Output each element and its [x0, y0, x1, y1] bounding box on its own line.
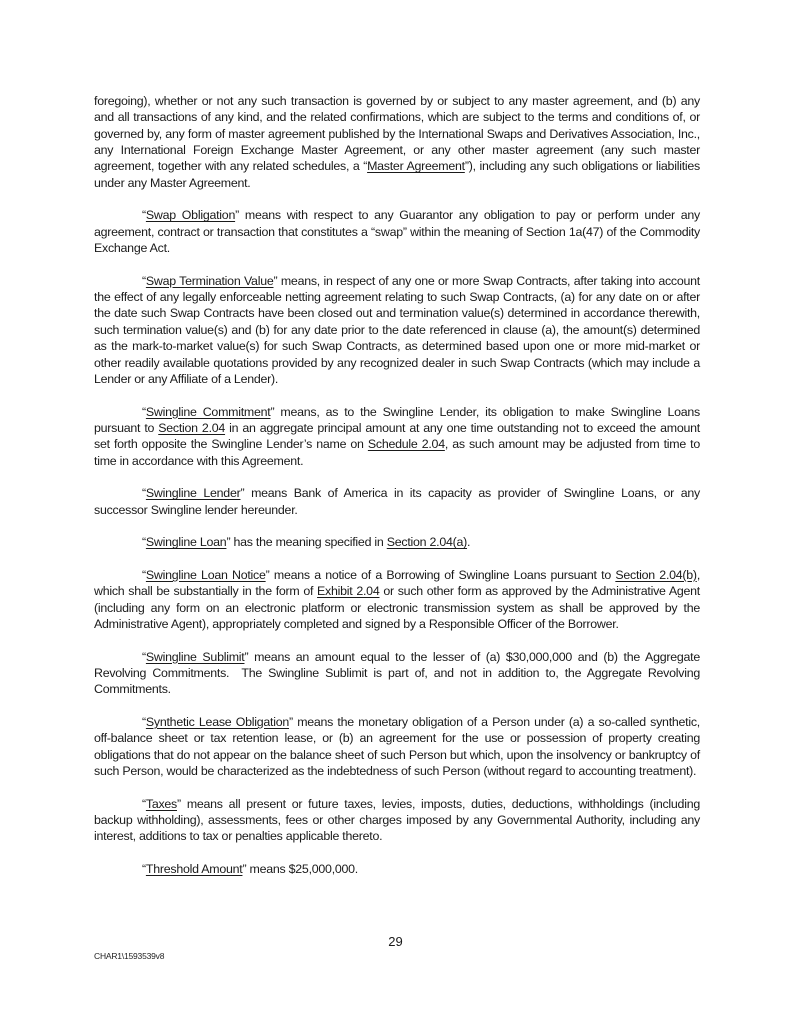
defined-term: Synthetic Lease Obligation — [145, 715, 290, 730]
exhibit-reference: Exhibit 2.04 — [317, 584, 380, 599]
definition-text: ” means an amount equal to the lesser of (a) $30,000,000 and (b) the Aggregate Revolving Commitments. The Swingline Sublimit is part of, and not in addition to, the Aggregate Revolving Commitments. — [94, 649, 704, 697]
definition-text: or such other form as approved by the Administrative Agent (including any form on an electronic platform or electronic transmission system as shall be approved by the Administrative Agent), appropriately completed and signed by a Responsible Officer of the Borrower. — [94, 584, 701, 631]
paragraph-master-agreement-continuation — [94, 93, 700, 191]
open-quote: “ — [142, 404, 146, 419]
definition-swingline-sublimit — [94, 649, 704, 698]
text: ”), including any such obligations or liabilities under any Master Agreement. — [94, 159, 700, 190]
defined-term: Swingline Loan — [145, 535, 227, 550]
definition-text: , as such amount may be adjusted from time to time in accordance with this Agreement. — [94, 437, 701, 468]
section-reference: Section 2.04(a) — [386, 535, 468, 550]
definition-text: ” means, as to the Swingline Lender, its obligation to make Swingline Loans pursuant to — [94, 404, 700, 435]
section-reference: Section 2.04(b) — [615, 567, 697, 582]
document-id: CHAR1\1593539v8 — [94, 951, 165, 961]
definition-swap-termination-value — [94, 273, 700, 387]
definition-text: ” means a notice of a Borrowing of Swingline Loans pursuant to — [265, 567, 616, 582]
open-quote: “ — [142, 796, 146, 811]
open-quote: “ — [142, 535, 146, 550]
definition-text: . — [467, 535, 471, 550]
definition-swap-obligation — [94, 207, 700, 256]
definition-swingline-lender — [94, 485, 700, 518]
definition-text: ” means with respect to any Guarantor any obligation to pay or perform under any agreement, contract or transaction that constitutes a “swap” within the meaning of Section 1a(47) of the Commodity Exchange Act. — [94, 208, 700, 256]
open-quote: “ — [142, 862, 146, 877]
definition-threshold-amount — [94, 861, 700, 877]
definition-text: in an aggregate principal amount at any one time outstanding not to exceed the amount set forth opposite the Swingline Lender’s name on — [94, 420, 700, 452]
defined-term: Swingline Sublimit — [145, 649, 245, 664]
open-quote: “ — [142, 273, 146, 288]
document-body — [94, 93, 704, 894]
open-quote: “ — [142, 715, 146, 730]
definition-swingline-commitment — [94, 404, 700, 469]
open-quote: “ — [142, 649, 146, 664]
definition-text: ” means all present or future taxes, levies, imposts, duties, deductions, withholdings (including backup withholding), assessments, fees or other charges imposed by any Governmental Authority, including any interest, additions to tax or penalties applicable thereto. — [94, 796, 700, 844]
defined-term: Taxes — [145, 796, 178, 811]
defined-term: Swingline Commitment — [145, 404, 271, 419]
defined-term-master-agreement: Master Agreement — [367, 159, 465, 174]
open-quote: “ — [142, 567, 146, 582]
definition-swingline-loan-notice — [94, 567, 700, 632]
open-quote: “ — [142, 208, 146, 223]
defined-term: Swap Obligation — [145, 208, 236, 223]
definition-taxes — [94, 796, 700, 845]
definition-text: ” means Bank of America in its capacity as provider of Swingline Loans, or any successor Swingline lender hereunder. — [94, 486, 700, 517]
definition-text: ” means the monetary obligation of a Person under (a) a so-called synthetic, off-balance sheet or tax retention lease, or (b) an agreement for the use or possession of property creating obligations that do not appear on the balance sheet of such Person but which, upon the insolvency or bankruptcy of such Person, would be characterized as the indebtedness of such Person (without regard to accounting treatment). — [94, 715, 700, 779]
defined-term: Swap Termination Value — [145, 273, 274, 288]
definition-text: ” means, in respect of any one or more Swap Contracts, after taking into account the effect of any legally enforceable netting agreement relating to such Swap Contracts, (a) for any date on or after the date such Swap Contracts have been closed out and termination value(s) determined in accordance therewith, such termination value(s) and (b) for any date prior to the date referenced in clause (a), the amount(s) determined as the mark-to-market value(s) for such Swap Contracts, as determined based upon one or more mid-market or other readily available quotations provided by any recognized dealer in such Swap Contracts (which may include a Lender or any Affiliate of a Lender). — [94, 273, 700, 386]
text: foregoing), whether or not any such transaction is governed by or subject to any master agreement, and (b) any and all transactions of any kind, and the related confirmations, which are subject to the terms and conditions of, or governed by, any form of master agreement published by the International Swaps and Derivatives Association, Inc., any International Foreign Exchange Master Agreement, or any other master agreement (any such master agreement, together with any related schedules, a “ — [94, 94, 700, 174]
defined-term: Swingline Loan Notice — [145, 567, 266, 582]
section-reference: Section 2.04 — [158, 420, 226, 435]
page-number: 29 — [388, 934, 403, 949]
defined-term: Swingline Lender — [145, 486, 241, 501]
defined-term: Threshold Amount — [145, 862, 243, 877]
definition-text: , which shall be substantially in the form of — [94, 567, 701, 599]
open-quote: “ — [142, 486, 146, 501]
definition-swingline-loan — [94, 534, 700, 550]
schedule-reference: Schedule 2.04 — [367, 437, 445, 452]
definition-text: ” has the meaning specified in — [226, 535, 387, 550]
definition-text: ” means $25,000,000. — [242, 862, 359, 877]
definition-synthetic-lease-obligation — [94, 714, 700, 779]
